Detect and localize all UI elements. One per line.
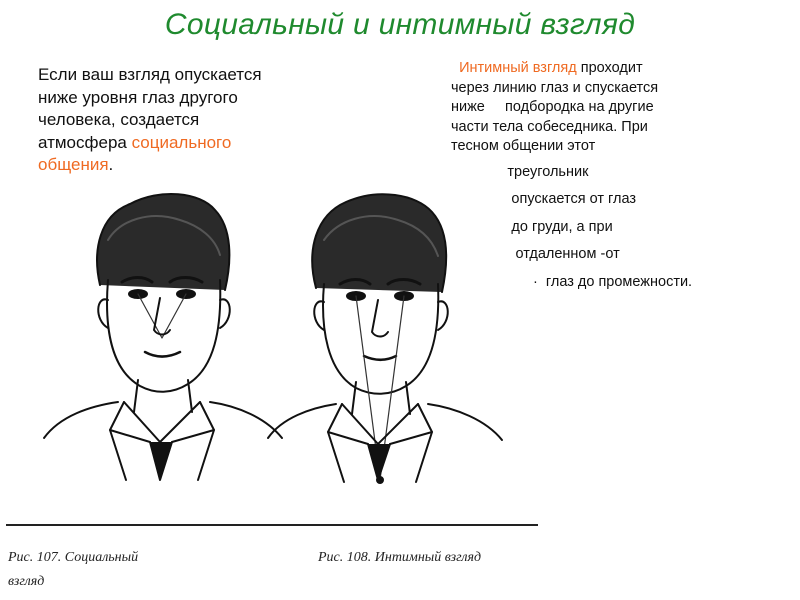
left-line: ниже уровня глаз другого [38,87,238,107]
right-line: отдаленном -от [451,246,620,262]
right-line: · глаз до промежности. [533,273,693,290]
right-plain: проходит [576,60,643,76]
figure-107-caption-continued: взгляд [8,574,45,589]
intimate-gaze-face-illustration [268,194,502,483]
left-plain: атмосфера [38,132,132,152]
right-line: ниже подбородка на другие [451,99,654,115]
left-plain: . [108,155,114,174]
left-line [38,154,358,177]
right-line [451,59,771,79]
social-gaze-face-illustration [44,194,282,480]
page-title: Социальный и интимный взгляд [164,8,636,41]
left-line [38,132,358,155]
right-line: тесном общении этот [451,138,596,154]
left-line: человека, создается [38,110,200,129]
figure-107-caption: Рис. 107. Социальный [8,550,139,565]
social-gaze-description [38,64,358,177]
right-line: до груди, а при [451,218,613,235]
right-line: части тела собеседника. При [451,118,648,135]
right-line: через линию глаз и спускается [451,79,659,96]
illustration-area [0,180,540,600]
intimate-highlight: Интимный взгляд [459,60,577,76]
right-line: опускается от глаз [451,191,636,207]
left-line: Если ваш взгляд опускается [38,65,262,84]
figure-108-caption: Рис. 108. Интимный взгляд [318,550,482,565]
social-highlight: социального [131,132,232,152]
right-line: треугольник [451,163,589,180]
caption-divider [6,524,538,526]
social-highlight: общения [38,155,109,174]
